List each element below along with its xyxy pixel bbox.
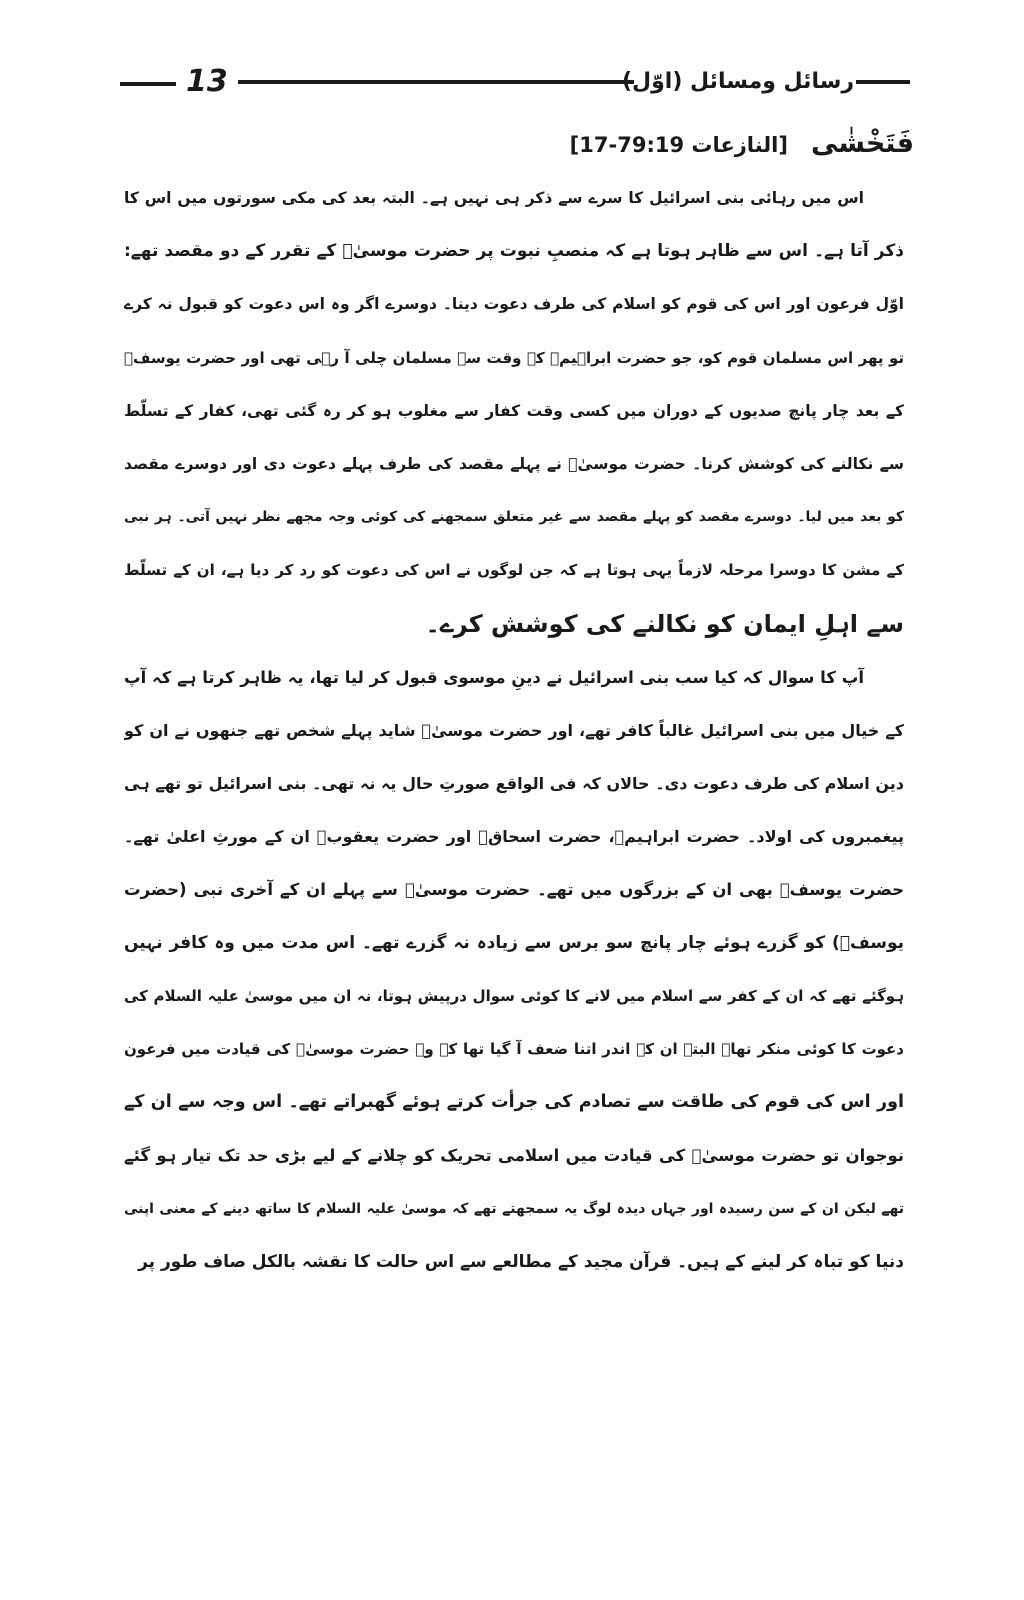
text-line: تو پھر اس مسلمان قوم کو، جو حضرت ابراہیمؑ کے وقت سے مسلمان چلی آ رہی تھی اور حضرت یوسفؑ xyxy=(124,348,904,367)
text-line: اور اس کی قوم کی طاقت سے تصادم کی جرأت کرتے ہوئے گھبراتے تھے۔ اس وجہ سے ان کے xyxy=(124,1092,904,1113)
text-line: سے نکالنے کی کوشش کرنا۔ حضرت موسیٰؑ نے پہلے مقصد کی طرف پہلے دعوت دی اور دوسرے مقصد xyxy=(124,454,904,473)
page-number: 13 xyxy=(186,64,228,99)
text-line: دنیا کو تباہ کر لینے کے ہیں۔ قرآن مجید کے مطالعے سے اس حالت کا نقشہ بالکل صاف طور پر xyxy=(138,1251,904,1272)
text-line: ذکر آتا ہے۔ اس سے ظاہر ہوتا ہے کہ منصبِ نبوت پر حضرت موسیٰؑ کے تقرر کے دو مقصد تھے: xyxy=(124,241,904,262)
text-line: تھے لیکن ان کے سن رسیدہ اور جہاں دیدہ لوگ یہ سمجھتے تھے کہ موسیٰ علیہ السلام کا ساتھ دینے کے معنی اپنی xyxy=(124,1200,904,1217)
text-line: حضرت یوسفؑ بھی ان کے بزرگوں میں تھے۔ حضرت موسیٰؑ سے پہلے ان کے آخری نبی (حضرت xyxy=(124,880,904,900)
text-line: سے اہلِ ایمان کو نکالنے کی کوشش کرے۔ xyxy=(425,609,904,638)
text-line: پیغمبروں کی اولاد۔ حضرت ابراہیمؑ، حضرت اسحاقؑ اور حضرت یعقوبؑ ان کے مورثِ اعلیٰ تھے۔ xyxy=(124,827,904,847)
text-line: کے مشن کا دوسرا مرحلہ لازماً یہی ہوتا ہے کہ جن لوگوں نے اس کی دعوت کو رد کر دیا ہے، ان کے تسلّط xyxy=(124,561,904,580)
text-line: کے خیال میں بنی اسرائیل غالباً کافر تھے، اور حضرت موسیٰؑ شاید پہلے شخص تھے جنھوں نے ان کو xyxy=(124,720,904,740)
text-line: نوجوان تو حضرت موسیٰؑ کی قیادت میں اسلامی تحریک کو چلانے کے لیے بڑی حد تک تیار ہو گئے xyxy=(124,1146,904,1166)
header-rule-middle xyxy=(238,80,634,84)
text-line: یوسفؑ) کو گزرے ہوئے چار پانچ سو برس سے زیادہ نہ گزرے تھے۔ اس مدت میں وہ کافر نہیں xyxy=(124,932,904,953)
verse-word: فَتَخْشٰی xyxy=(811,128,914,159)
text-line: دین اسلام کی طرف دعوت دی۔ حالاں کہ فی الواقع صورتِ حال یہ نہ تھی۔ بنی اسرائیل تو تھے ہی xyxy=(124,774,904,794)
text-line: اوّل فرعون اور اس کی قوم کو اسلام کی طرف دعوت دینا۔ دوسرے اگر وہ اس دعوت کو قبول نہ کرے xyxy=(124,295,904,314)
text-line: کو بعد میں لیا۔ دوسرے مقصد کو پہلے مقصد سے غیر متعلق سمجھنے کی کوئی وجہ مجھے نظر نہیں آتی۔ ہر نبی xyxy=(124,509,904,526)
text-line: کے بعد چار پانچ صدیوں کے دوران میں کسی وقت کفار سے مغلوب ہو کر رہ گئی تھی، کفار کے تسلّط xyxy=(124,401,904,420)
running-title: رسائل ومسائل (اوّل) xyxy=(621,69,854,94)
text-line: دعوت کا کوئی منکر تھا۔ البتہ ان کے اندر اتنا ضعف آ گیا تھا کہ وہ حضرت موسیٰؑ کی قیادت میں فرعون xyxy=(124,1040,904,1058)
verse-reference: [النازعات 79:19-17] xyxy=(569,133,788,157)
header-rule-left xyxy=(120,82,176,86)
text-line: اس میں رہائی بنی اسرائیل کا سرے سے ذکر ہی نہیں ہے۔ البتہ بعد کی مکی سورتوں میں اس کا xyxy=(124,189,864,207)
body-text xyxy=(124,172,904,1289)
verse-citation xyxy=(570,122,914,169)
page-header xyxy=(120,62,910,102)
text-line: ہوگئے تھے کہ ان کے کفر سے اسلام میں لانے کا کوئی سوال درپیش ہوتا، نہ ان میں موسیٰ علیہ السلام کی xyxy=(124,986,904,1005)
text-line: آپ کا سوال کہ کیا سب بنی اسرائیل نے دینِ موسوی قبول کر لیا تھا، یہ ظاہر کرتا ہے کہ آپ xyxy=(124,667,864,687)
header-rule-right xyxy=(856,80,910,84)
